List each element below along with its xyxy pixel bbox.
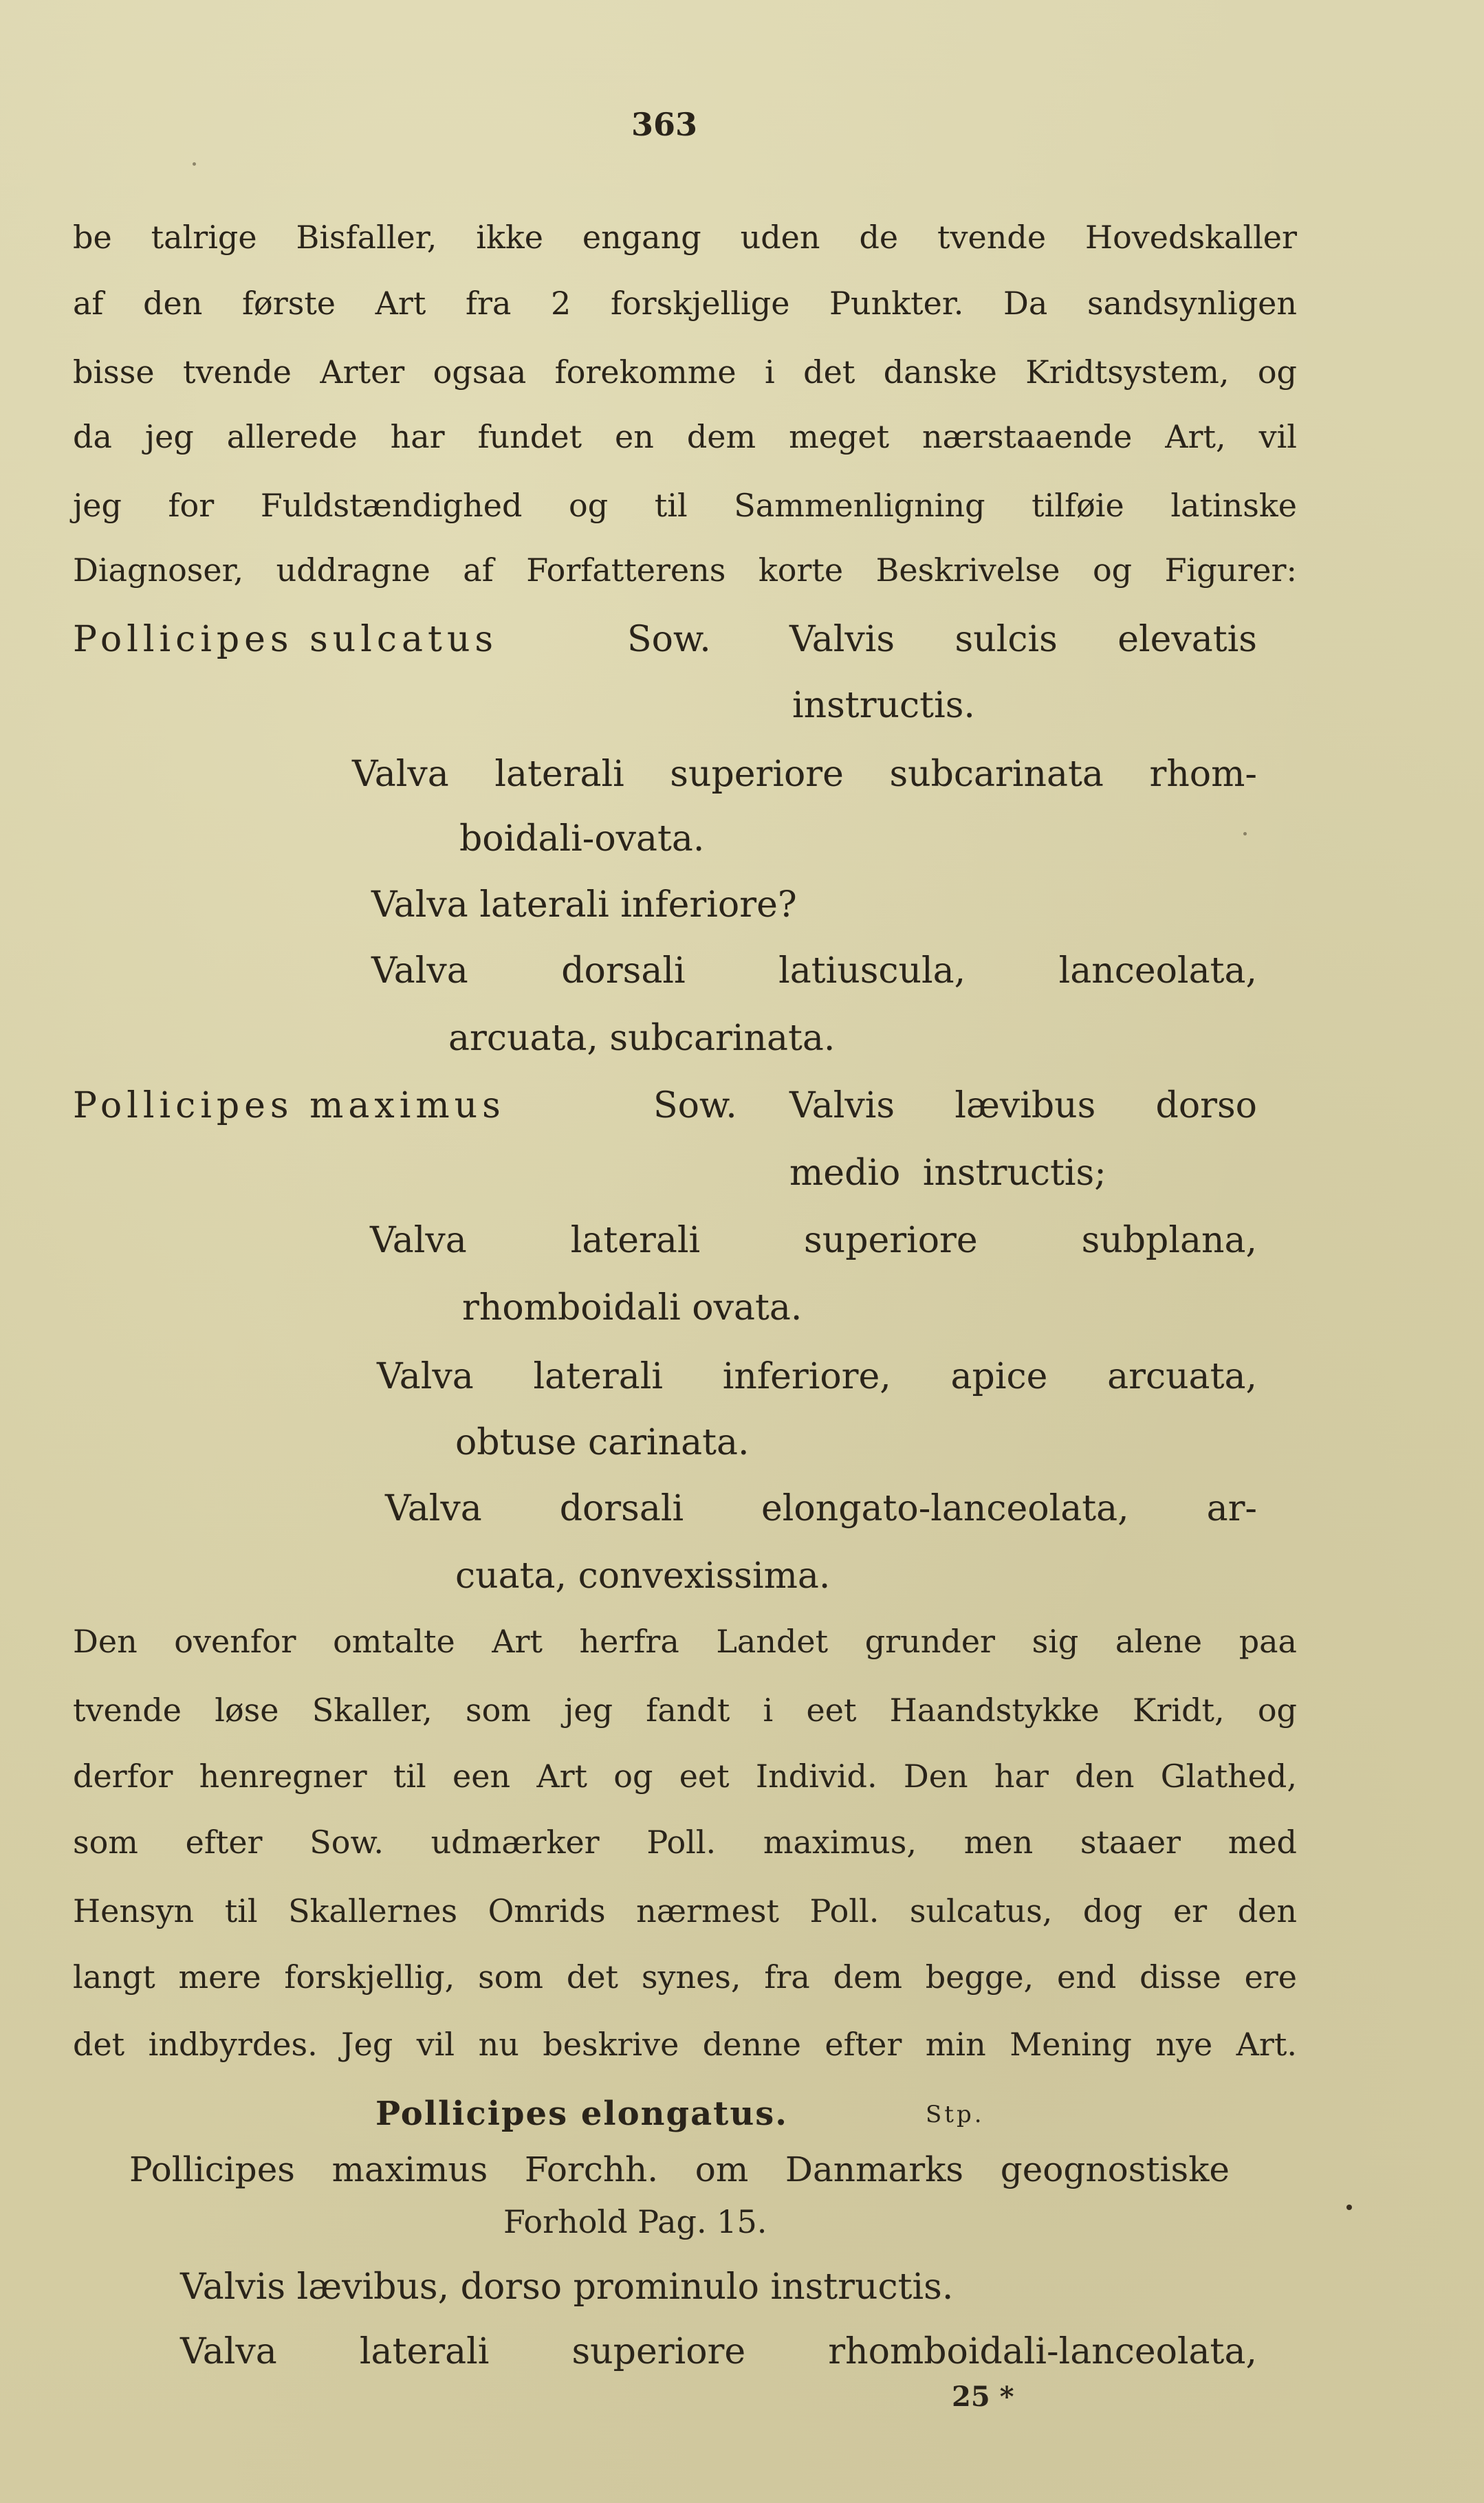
- para2-line-6: langt mere forskjellig, som det synes, fra dem begge, end disse ere: [73, 1958, 1297, 1996]
- maximus-dorsal-valve: Valva dorsali elongato-lanceolata, ar-: [385, 1488, 1257, 1529]
- elongatus-valve: Valva laterali superiore rhomboidali-lanceolata,: [180, 2331, 1257, 2372]
- ink-speck: [1243, 832, 1247, 835]
- maximus-desc-cont: medio instructis;: [789, 1152, 1106, 1194]
- sulcatus-dorsal-valve: Valva dorsali latiuscula, lanceolata,: [371, 950, 1257, 992]
- signature-mark: 25 *: [952, 2381, 1014, 2413]
- sulcatus-author: Sow.: [627, 619, 711, 660]
- sulcatus-upper-valve: Valva laterali superiore subcarinata rhom-: [352, 754, 1257, 795]
- maximus-dorsal-valve-cont: cuata, convexissima.: [455, 1555, 831, 1597]
- sulcatus-desc: Valvis sulcis elevatis: [789, 619, 1257, 660]
- para2-line-1: Den ovenfor omtalte Art herfra Landet grunder sig alene paa: [73, 1623, 1297, 1660]
- maximus-lower-valve: Valva laterali inferiore, apice arcuata,: [377, 1356, 1257, 1397]
- maximus-desc: Valvis lævibus dorso: [789, 1085, 1257, 1126]
- text-line-1: be talrige Bisfaller, ikke engang uden de tvende Hovedskaller: [73, 219, 1297, 256]
- para2-line-2: tvende løse Skaller, som jeg fandt i eet Haandstykke Kridt, og: [73, 1692, 1297, 1729]
- sulcatus-desc-cont: instructis.: [792, 685, 975, 726]
- elongatus-reference-cont: Forhold Pag. 15.: [503, 2203, 767, 2240]
- text-line-6: Diagnoser, uddragne af Forfatterens korte Beskrivelse og Figurer:: [73, 551, 1297, 589]
- text-line-2: af den første Art fra 2 forskjellige Punkter. Da sandsynligen: [73, 285, 1297, 322]
- sulcatus-name: Pollicipes sulcatus: [73, 619, 499, 660]
- text-line-5: jeg for Fuldstændighed og til Sammenligning tilføie latinske: [73, 487, 1297, 524]
- para2-line-4: som efter Sow. udmærker Poll. maximus, men staaer med: [73, 1824, 1297, 1861]
- text-line-3: bisse tvende Arter ogsaa forekomme i det danske Kridtsystem, og: [73, 353, 1297, 391]
- maximus-author: Sow.: [653, 1085, 737, 1126]
- elongatus-diagnosis: Valvis lævibus, dorso prominulo instructis.: [180, 2266, 954, 2308]
- para2-line-3: derfor henregner til een Art og eet Individ. Den har den Glathed,: [73, 1758, 1297, 1795]
- sulcatus-lower-valve: Valva laterali inferiore?: [371, 884, 797, 926]
- page-number: 363: [631, 106, 698, 143]
- maximus-lower-valve-cont: obtuse carinata.: [455, 1422, 750, 1463]
- elongatus-reference: Pollicipes maximus Forchh. om Danmarks geognostiske: [129, 2150, 1230, 2189]
- maximus-name: Pollicipes maximus: [73, 1085, 505, 1126]
- text-line-4: da jeg allerede har fundet en dem meget nærstaaende Art, vil: [73, 418, 1297, 455]
- para2-line-5: Hensyn til Skallernes Omrids nærmest Poll. sulcatus, dog er den: [73, 1892, 1297, 1930]
- sulcatus-upper-valve-cont: boidali-ovata.: [459, 818, 705, 860]
- maximus-upper-valve: Valva laterali superiore subplana,: [370, 1220, 1257, 1261]
- elongatus-heading: Pollicipes elongatus.: [375, 2095, 788, 2133]
- ink-speck: [1346, 2205, 1352, 2210]
- sulcatus-dorsal-valve-cont: arcuata, subcarinata.: [448, 1018, 836, 1059]
- maximus-upper-valve-cont: rhomboidali ovata.: [462, 1287, 803, 1329]
- ink-speck: [193, 162, 196, 166]
- elongatus-author: Stp.: [926, 2101, 985, 2128]
- para2-line-7: det indbyrdes. Jeg vil nu beskrive denne efter min Mening nye Art.: [73, 2026, 1297, 2063]
